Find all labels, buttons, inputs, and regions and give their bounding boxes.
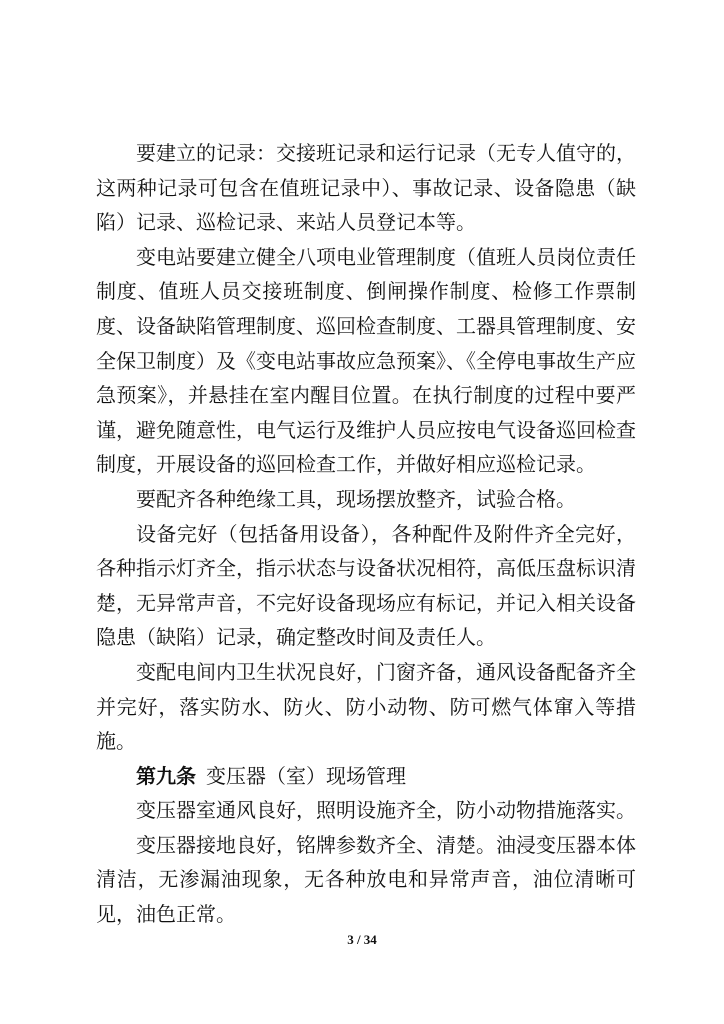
paragraph-insulation-tools: 要配齐各种绝缘工具，现场摆放整齐，试验合格。	[136, 486, 576, 511]
paragraph-management-system: 变电站要建立健全八项电业管理制度（值班人员岗位责任制度、值班人员交接班制度、倒闸操作制度、检修工作票制度、设备缺陷管理制度、巡回检查制度、工器具管理制度、安全保卫制度）及《变电站事故应急预案》、《全停电事故生产应急预案》，并悬挂在室内醒目位置。在执行制度的过程中要严谨，避免随意性，电气运行及维护人员应按电气设备巡回检查制度，开展设备的巡回检查工作，并做好相应巡检记录。	[96, 244, 636, 477]
page-number: 3 / 34	[347, 932, 377, 947]
paragraph-room-hygiene: 变配电间内卫生状况良好，门窗齐备，通风设备配备齐全并完好，落实防水、防火、防小动物、防可燃气体窜入等措施。	[96, 659, 636, 754]
article-title: 变压器（室）现场管理	[206, 763, 406, 788]
paragraph-equipment-condition: 设备完好（包括备用设备），各种配件及附件齐全完好，各种指示灯齐全，指示状态与设备状况相符，高低压盘标识清楚，无异常声音，不完好设备现场应有标记，并记入相关设备隐患（缺陷）记录，确定整改时间及责任人。	[96, 521, 636, 650]
paragraph-transformer-room: 变压器室通风良好，照明设施齐全，防小动物措施落实。	[136, 798, 636, 823]
paragraph-records: 要建立的记录：交接班记录和运行记录（无专人值守的，这两种记录可包含在值班记录中）、事故记录、设备隐患（缺陷）记录、巡检记录、来站人员登记本等。	[96, 141, 636, 235]
paragraph-transformer-grounding: 变压器接地良好，铭牌参数齐全、清楚。油浸变压器本体清洁，无渗漏油现象，无各种放电和异常声音，油位清晰可见，油色正常。	[96, 832, 636, 927]
article-number: 第九条	[136, 763, 196, 788]
document-body	[96, 136, 636, 932]
article-heading	[96, 759, 636, 794]
